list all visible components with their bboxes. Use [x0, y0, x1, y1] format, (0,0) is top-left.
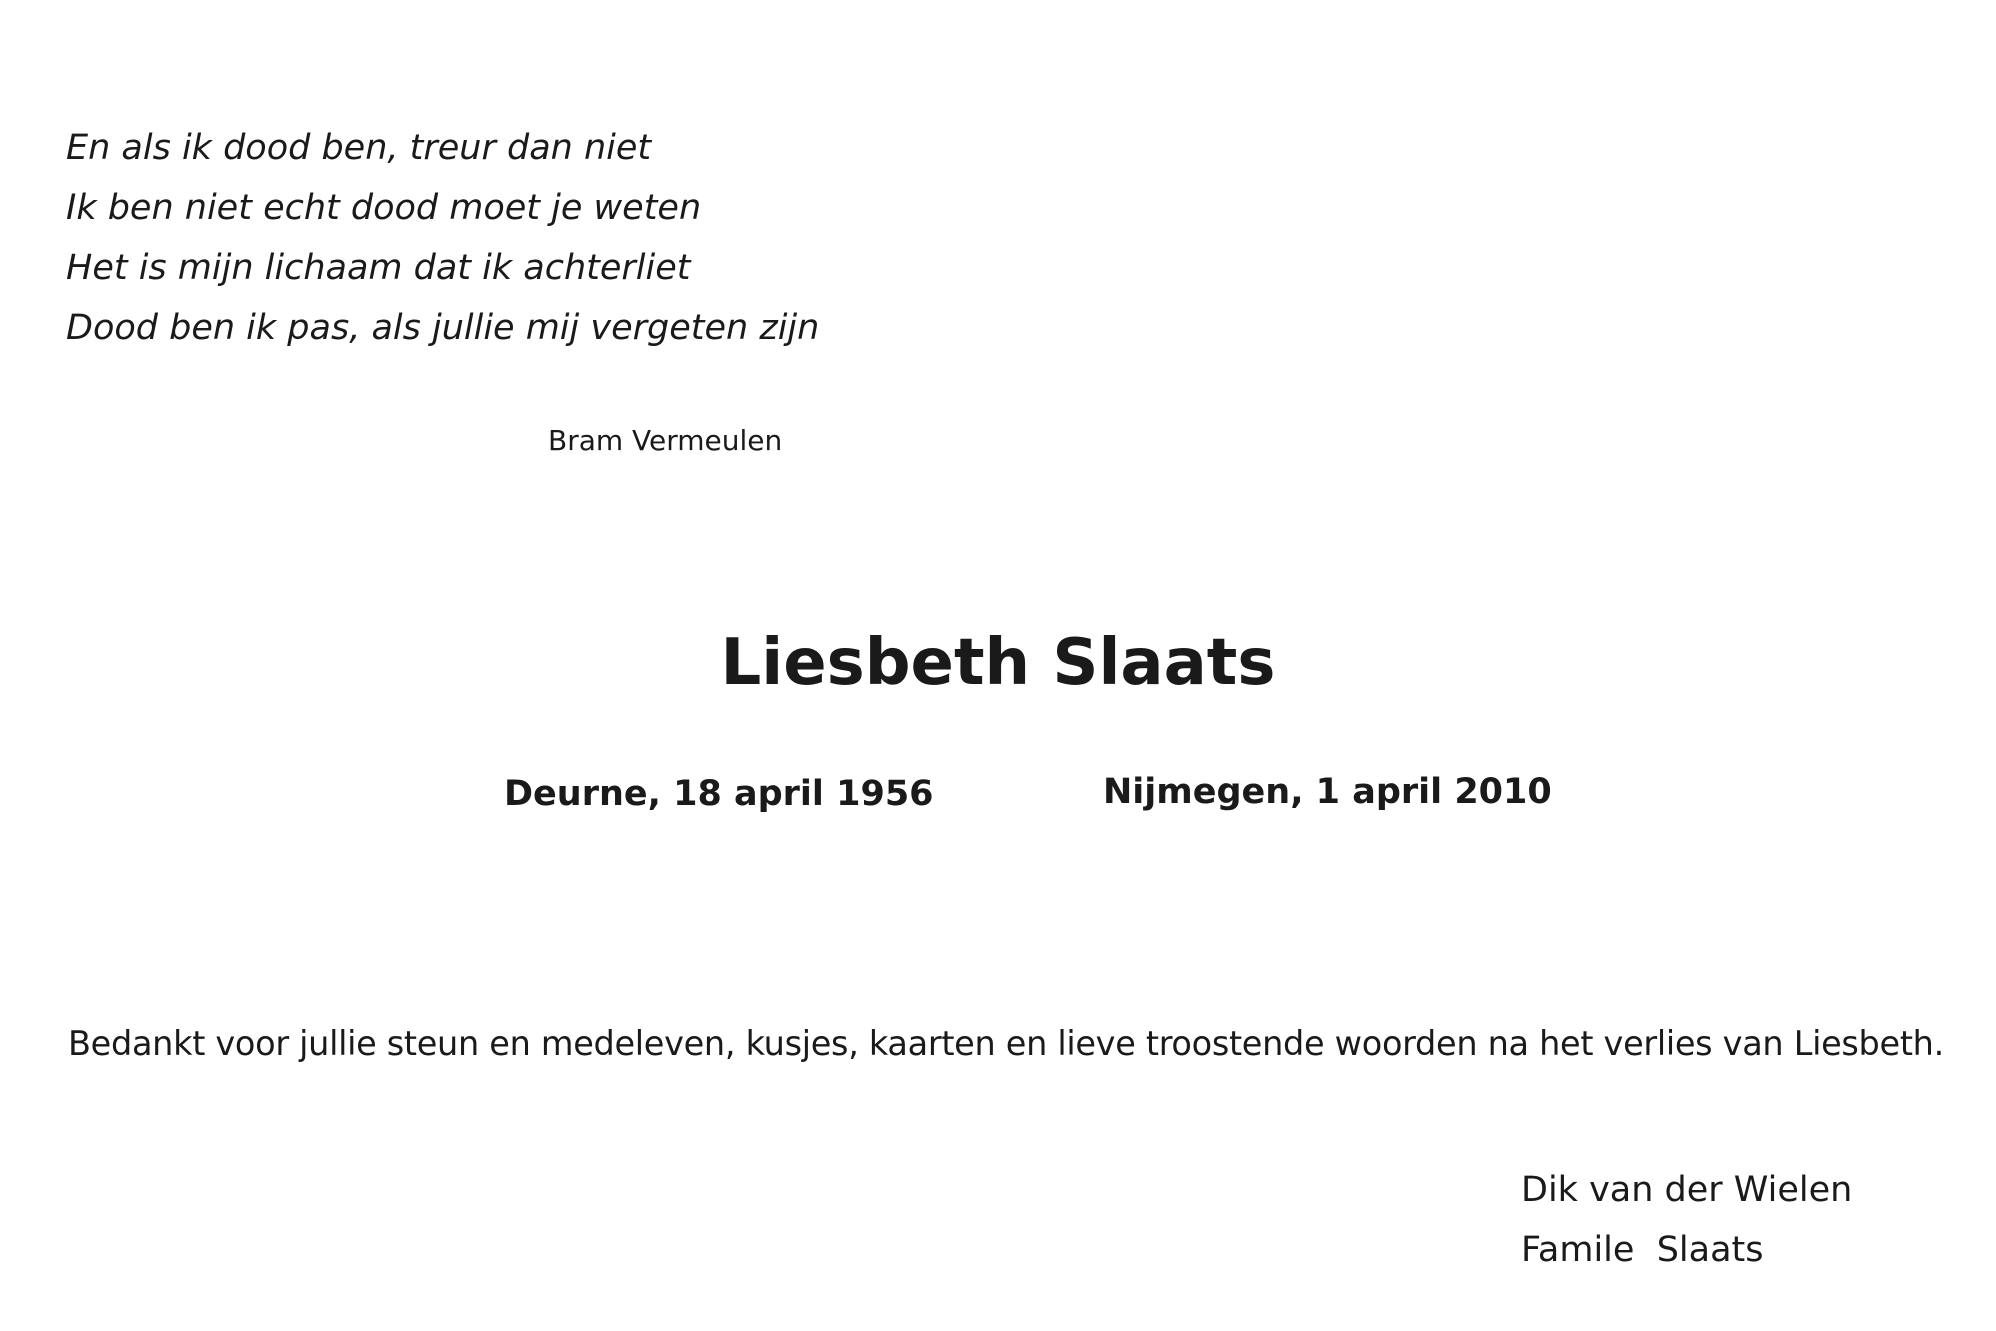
birth-place-date: Deurne, 18 april 1956	[504, 774, 934, 814]
poem	[66, 118, 819, 358]
signature-name: Famile Slaats	[1521, 1230, 1764, 1270]
poem-author: Bram Vermeulen	[548, 424, 783, 457]
death-place-date: Nijmegen, 1 april 2010	[1103, 772, 1552, 812]
signature-name: Dik van der Wielen	[1521, 1170, 1853, 1210]
poem-line: En als ik dood ben, treur dan niet	[66, 128, 652, 168]
deceased-name: Liesbeth Slaats	[720, 626, 1276, 700]
thank-you-message: Bedankt voor jullie steun en medeleven, kusjes, kaarten en lieve troostende woorden na het verlies van Liesbeth.	[68, 1023, 1944, 1063]
poem-line: Het is mijn lichaam dat ik achterliet	[66, 248, 691, 288]
poem-line: Ik ben niet echt dood moet je weten	[66, 188, 702, 228]
signatures	[1521, 1160, 1852, 1280]
poem-line: Dood ben ik pas, als jullie mij vergeten zijn	[66, 308, 820, 348]
